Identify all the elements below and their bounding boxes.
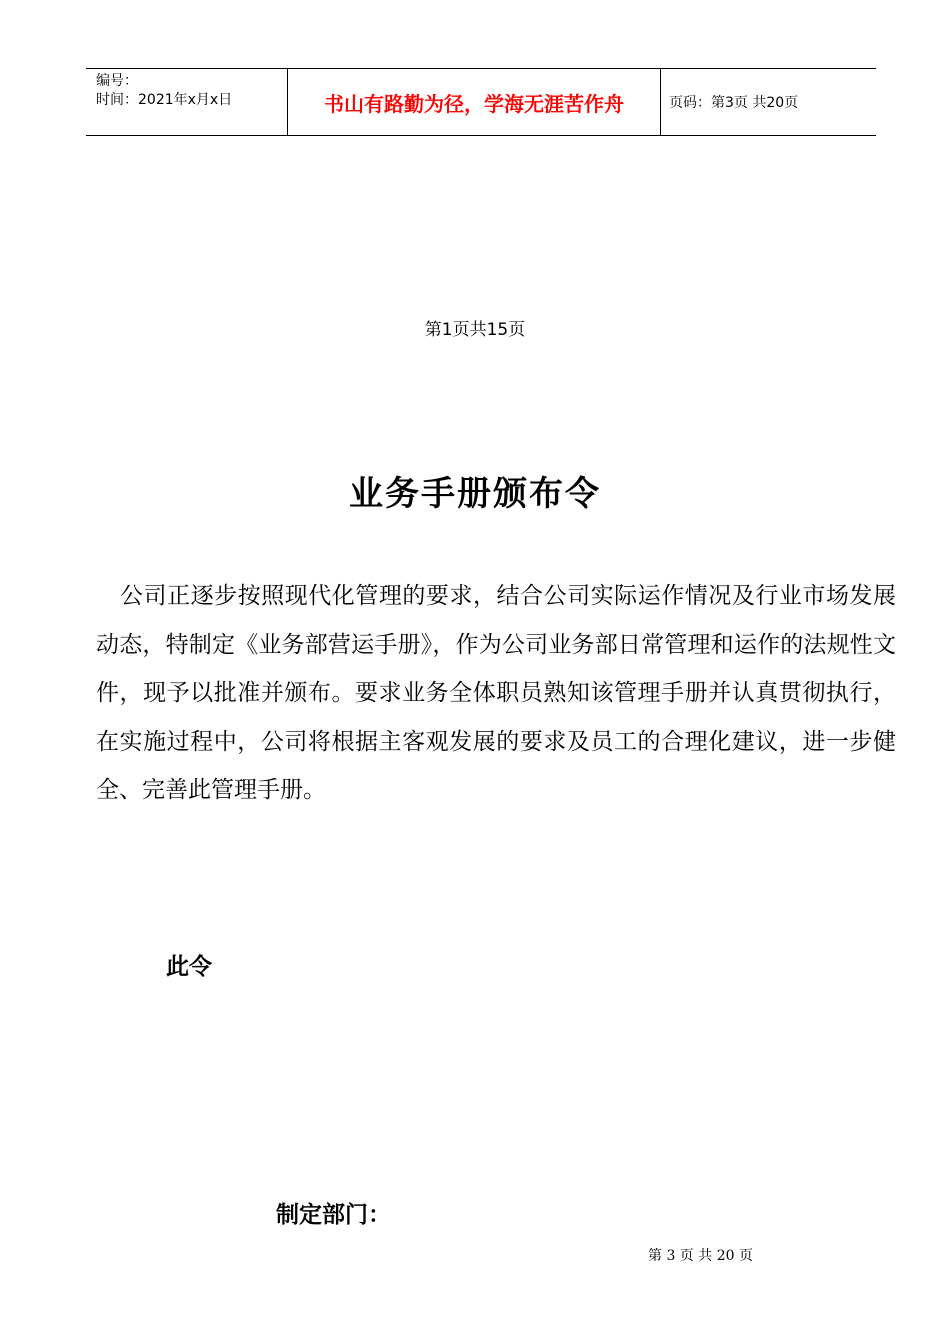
department-label: 制定部门： <box>276 1202 391 1228</box>
header-page-code: 页码：第3页 共20页 <box>669 95 799 111</box>
page-header <box>86 68 876 136</box>
header-motto: 书山有路勤为径，学海无涯苦作舟 <box>324 92 624 116</box>
document-title: 业务手册颁布令 <box>349 474 601 514</box>
order-closing: 此令 <box>166 954 212 980</box>
document-number-label: 编号： <box>96 73 138 89</box>
document-time-label: 时间：2021年x月x日 <box>96 92 233 108</box>
header-motto-cell <box>287 69 661 135</box>
footer-page-number: 第 3 页 共 20 页 <box>648 1248 753 1264</box>
body-paragraph: 公司正逐步按照现代化管理的要求，结合公司实际运作情况及行业市场发展动态，特制定《业务部营运手册》，作为公司业务部日常管理和运作的法规性文件，现予以批准并颁布。要求业务全体职员熟知该管理手册并认真贯彻执行，在实施过程中，公司将根据主客观发展的要求及员工的合理化建议，进一步健全、完善此管理手册。 <box>96 583 896 803</box>
header-page-cell <box>661 69 876 135</box>
page-of-indicator: 第1页共15页 <box>424 320 526 340</box>
header-left-cell <box>86 69 287 135</box>
